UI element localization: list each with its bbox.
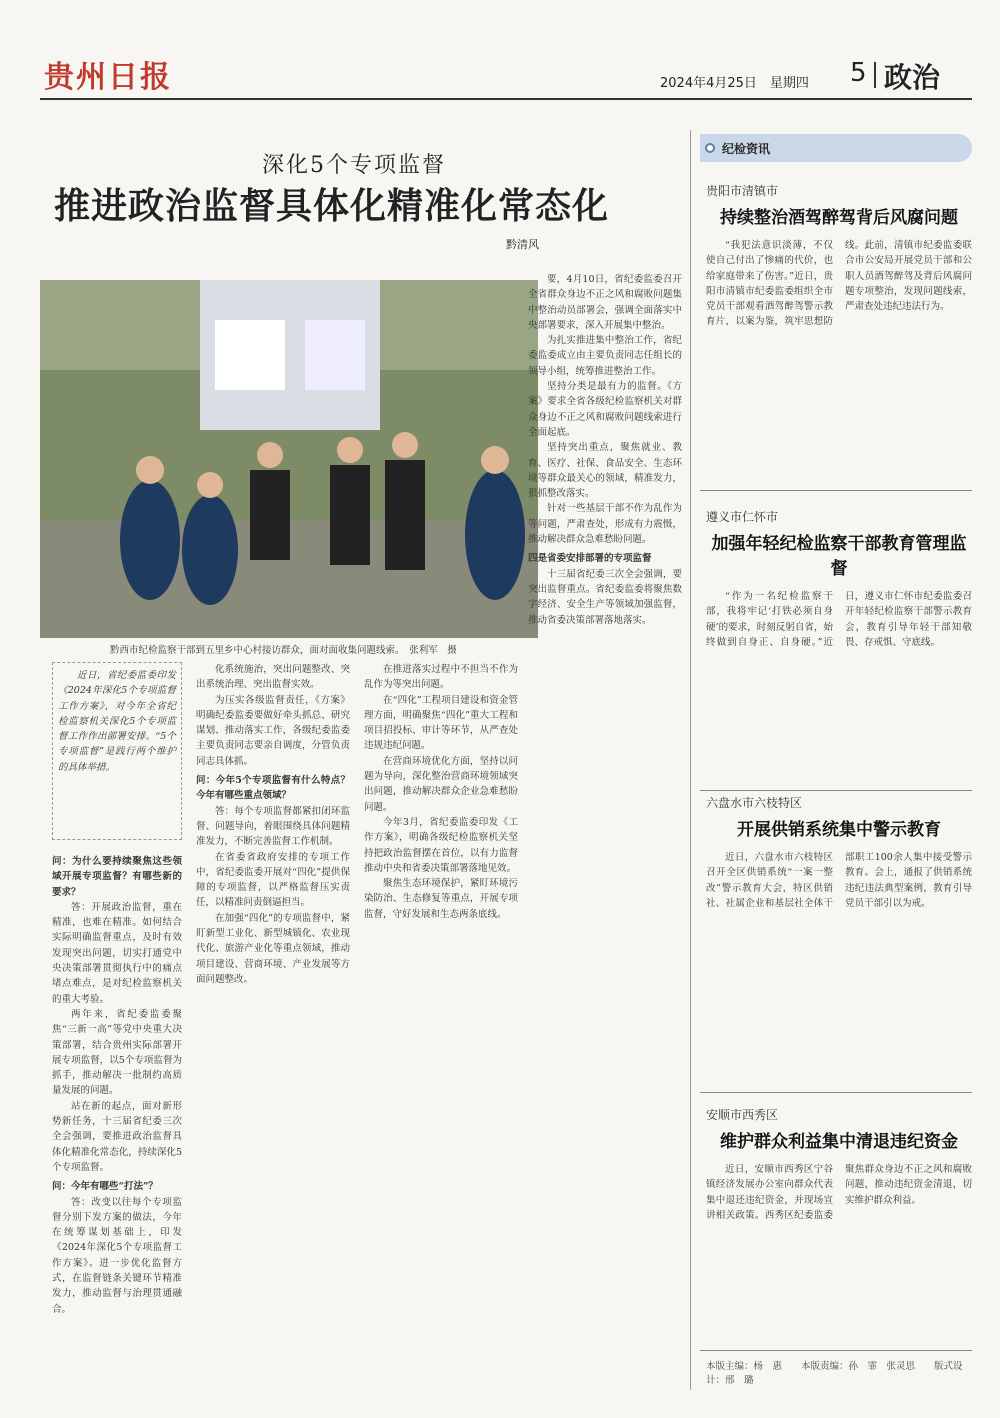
body-paragraph: 在推进落实过程中不担当不作为乱作为等突出问题。 (364, 664, 518, 691)
body-paragraph: 坚持突出重点，聚焦就业、教育、医疗、社保、食品安全、生态环境等群众最关心的领域，精准发力，狠抓整改落实。 (528, 442, 682, 500)
news-title: 维护群众利益集中清退违纪资金 (720, 1132, 958, 1152)
news-divider (700, 1092, 972, 1093)
article-column-4 (528, 272, 682, 1385)
body-paragraph: 聚焦生态环境保护，紧盯环境污染防治、生态修复等重点，开展专项监督，守好发展和生态两条底线。 (364, 878, 518, 920)
body-paragraph: 在省委省政府安排的专项工作中，省纪委监委开展对“四化”提供保障的专项监督，以严格监督压实责任，以精准问责倒逼担当。 (196, 851, 350, 909)
column-divider (690, 130, 691, 1390)
article-column-2 (196, 662, 350, 1385)
question-heading: 问：今年5个专项监督有什么特点？今年有哪些重点领域？ (196, 775, 350, 802)
article-headline: 推进政治监督具体化精准化常态化 (54, 186, 610, 227)
body-paragraph: 为扎实推进集中整治工作，省纪委监委成立由主要负责同志任组长的领导小组，统筹推进整治工作。 (528, 335, 682, 377)
news-item-1 (706, 182, 972, 488)
page-number: 5 (850, 58, 867, 88)
article-column-1 (52, 850, 182, 1385)
sidebar-header-text: 纪检资讯 (722, 142, 771, 156)
news-title: 加强年轻纪检监察干部教育管理监督 (711, 534, 967, 579)
intro-text: 近日，省纪委监委印发《2024年深化5个专项监督工作方案》，对今年全省纪检监察机关深化5个专项监督工作作出部署安排。“5个专项监督”是践行两个维护的具体举措。 (58, 670, 176, 773)
photo-caption: 黔西市纪检监察干部到五里乡中心村接访群众，面对面收集问题线索。 张利军 摄 (110, 645, 457, 656)
article-kicker: 深化5个专项监督 (262, 153, 446, 178)
body-paragraph: 要，4月10日，省纪委监委召开全省群众身边不正之风和腐败问题集中整治动员部署会，强调全面落实中央部署要求，深入开展集中整治。 (528, 274, 682, 331)
masthead-separator (874, 62, 876, 88)
masthead-rule (40, 98, 972, 100)
news-place: 遵义市仁怀市 (706, 510, 779, 524)
body-paragraph: 坚持分类是最有力的监督。《方案》要求全省各级纪检监察机关对群众身边不正之风和腐败问题线索进行全面起底。 (528, 381, 682, 438)
sidebar-header (700, 134, 972, 162)
article-photo (40, 280, 538, 638)
news-place: 安顺市西秀区 (706, 1108, 779, 1122)
article-column-3 (364, 662, 518, 1385)
body-paragraph: 针对一些基层干部不作为乱作为等问题，严肃查处，形成有力震慑，推动解决群众急难愁盼问题。 (528, 503, 682, 546)
news-body: “作为一名纪检监察干部，我将牢记‘打铁必须自身硬’的要求，时刻反躬自省，始终做到自身正、自身硬。”近日，遵义市仁怀市纪委监委召开年轻纪检监察干部警示教育会，教育引导年轻干部知敬畏、存戒惧、守底线。 (706, 591, 972, 648)
body-paragraph: 为压实各级监督责任，《方案》明确纪委监委要做好牵头抓总、研究谋划、推动落实工作，各级纪委监委主要负责同志要亲自调度，分管负责同志具体抓。 (196, 694, 350, 767)
body-paragraph: 今年3月，省纪委监委印发《工作方案》，明确各级纪检监察机关坚持把政治监督摆在首位，以有力监督推动中央和省委决策部署落地见效。 (364, 816, 518, 874)
news-item-4 (706, 1106, 972, 1362)
news-item-3 (706, 794, 972, 1080)
body-paragraph: 答：改变以往每个专项监督分别下发方案的做法，今年在统筹谋划基础上，印发《2024年深化5个专项监督工作方案》。进一步优化监督方式，在监督链条关键环节精准发力，推动监督与治理贯通融合。 (52, 1196, 182, 1315)
body-paragraph: 两年来，省纪委监委聚焦“三新一高”等党中央重大决策部署，结合贵州实际部署开展专项监督，以5个专项监督为抓手，推动解决一批制约高质量发展的问题。 (52, 1008, 182, 1097)
article-intro-box (52, 662, 182, 840)
news-body: 近日，安顺市西秀区宁谷镇经济发展办公室向群众代表集中退还违纪资金，并现场宣讲相关政策。西秀区纪委监委聚焦群众身边不正之风和腐败问题，推动违纪资金清退，切实维护群众利益。 (706, 1164, 972, 1221)
body-paragraph: 十三届省纪委三次全会强调，要突出监督重点。省纪委监委将聚焦数字经济、安全生产等领域加强监督，推动省委决策部署落地落实。 (528, 568, 682, 626)
photo-scene-icon (40, 280, 538, 638)
body-paragraph: 在加强“四化”的专项监督中，紧盯新型工业化、新型城镇化、农业现代化、旅游产业化等重点领域，推动项目建设、营商环境、产业发展等方面问题整改。 (196, 912, 350, 985)
question-heading: 四是省委安排部署的专项监督 (528, 553, 652, 565)
news-divider (700, 790, 972, 791)
body-paragraph: 答：开展政治监督，重在精准，也难在精准。如何结合实际明确监督重点，及时有效发现突出问题，切实打通党中央决策部署贯彻执行中的痛点堵点难点，是对纪检监察机关的重大考验。 (52, 901, 182, 1005)
news-divider (700, 1350, 972, 1351)
issue-date: 2024年4月25日 星期四 (660, 76, 809, 91)
body-paragraph: 在营商环境优化方面，坚持以问题为导向，深化整治营商环境领域突出问题，推动解决群众企业急难愁盼问题。 (364, 755, 518, 813)
body-paragraph: 答：每个专项监督都紧扣闭环监督、问题导向，着眼围绕具体问题精准发力，不断完善监督工作机制。 (196, 805, 350, 848)
editor-credits: 本版主编：杨 惠 本版责编：孙 霏 张灵思 版式设计：邢 璐 (706, 1361, 963, 1386)
body-paragraph: 站在新的起点，面对新形势新任务，十三届省纪委三次全会强调，要推进政治监督具体化精准化常态化，持续深化5个专项监督。 (52, 1100, 182, 1173)
news-divider (700, 490, 972, 491)
question-heading: 问：为什么要持续聚焦这些领域开展专项监督？有哪些新的要求？ (52, 856, 182, 898)
news-title: 开展供销系统集中警示教育 (737, 820, 941, 840)
bullet-icon (705, 143, 715, 153)
news-body: “我犯法意识淡薄，不仅使自己付出了惨痛的代价，也给家庭带来了伤害。”近日，贵阳市清镇市纪委监委组织全市党员干部观看酒驾醉驾警示教育片，以案为鉴，筑牢思想防线。此前，清镇市纪委监委联合市公安局开展党员干部和公职人员酒驾醉驾及背后风腐问题专项整治，发现问题线索，严肃查处违纪违法行为。 (706, 240, 972, 328)
question-heading: 问：今年有哪些“打法”？ (52, 1181, 158, 1193)
news-body: 近日，六盘水市六枝特区召开全区供销系统“一案一整改”警示教育大会，特区供销社、社属企业和基层社全体干部职工100余人集中接受警示教育。会上，通报了供销系统违纪违法典型案例，教育引导党员干部引以为戒。 (706, 852, 972, 909)
article-byline: 黔清风 (506, 238, 539, 251)
body-paragraph: 在“四化”工程项目建设和资金管理方面，明确聚焦“四化”重大工程和项目招投标、审计等环节，从严查处违规违纪问题。 (364, 694, 518, 752)
section-title: 政治 (884, 61, 941, 94)
news-item-2 (706, 508, 972, 819)
news-title: 持续整治酒驾醉驾背后风腐问题 (720, 208, 958, 228)
newspaper-logo: 贵州日报 (44, 60, 172, 95)
news-place: 六盘水市六枝特区 (706, 796, 803, 810)
news-place: 贵阳市清镇市 (706, 184, 779, 198)
body-paragraph: 化系统施治，突出问题整改、突出系统治理、突出监督实效。 (196, 664, 350, 691)
